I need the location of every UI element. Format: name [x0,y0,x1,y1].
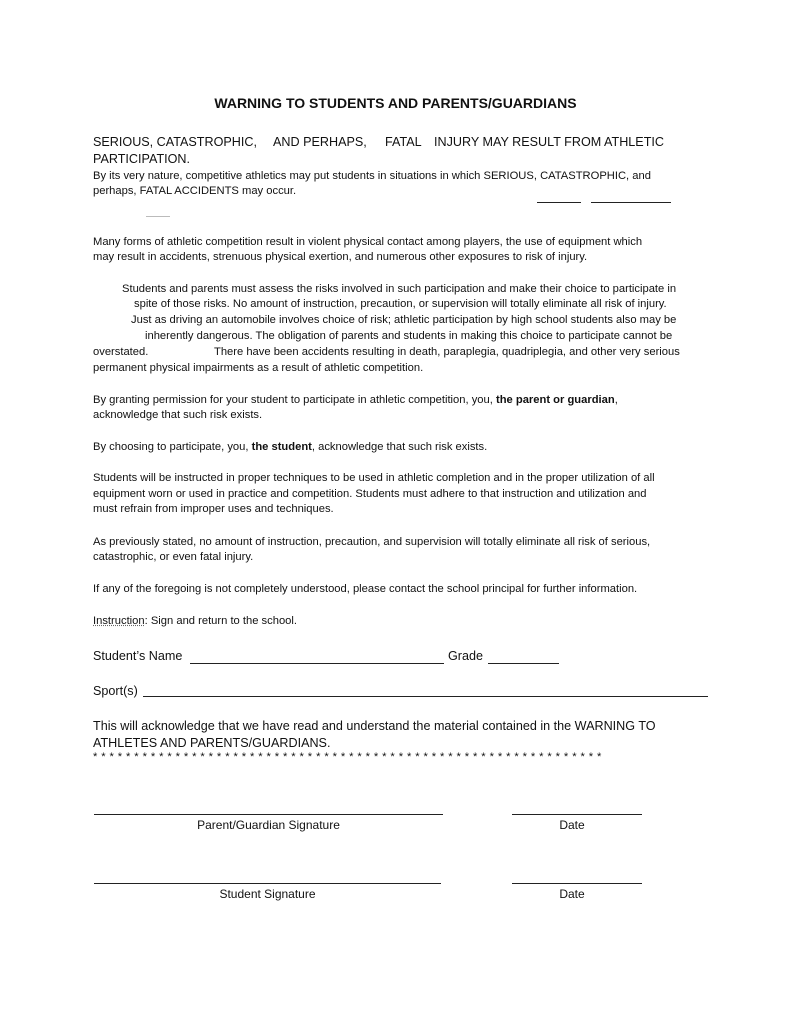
parent-signature-label: Parent/Guardian Signature [197,818,340,832]
student-name-label: Student’s Name [93,649,183,663]
instruction-line [93,614,297,629]
p4-line-1 [93,440,487,455]
p7-line-1: If any of the foregoing is not completely understood, please contact the school principal for further information. [93,583,638,595]
parent-date-line[interactable] [512,814,642,815]
intro-blank-1 [537,202,581,203]
heading-word-1: SERIOUS, CATASTROPHIC, [93,135,257,149]
p5-line-3: must refrain from improper uses and techniques. [93,503,334,515]
instruction-label: Instruction [93,615,145,627]
p3-bold: the parent or guardian [495,394,615,406]
p3-line-1 [93,393,618,408]
p2-line-6: permanent physical impairments as a result of athletic competition. [93,362,424,374]
p3-pre: By granting permission for your student to participate in athletic competition, you, [93,394,496,406]
p5-line-2: equipment worn or used in practice and competition. Students must adhere to that instruction and utilization and [93,488,647,500]
student-signature-label: Student Signature [219,887,316,901]
heading-word-3: FATAL [385,135,422,149]
intro-line-1: By its very nature, competitive athletics may put students in situations in which SERIOUS, CATASTROPHIC, and [93,170,651,182]
student-date-line[interactable] [512,883,642,884]
p5-line-1: Students will be instructed in proper techniques to be used in athletic completion and in the proper utilization of all [93,472,655,484]
p4-pre: By choosing to participate, you, [93,441,252,453]
sports-field[interactable] [143,696,708,697]
heading-word-2: AND PERHAPS, [273,135,367,149]
intro-blank-2 [591,202,671,203]
ack-line-2: ATHLETES AND PARENTS/GUARDIANS. [93,736,331,750]
p1-line-2: may result in accidents, strenuous physical exertion, and numerous other exposures to risk of injury. [93,251,588,263]
page-title: WARNING TO STUDENTS AND PARENTS/GUARDIANS [214,95,577,111]
grade-label: Grade [448,649,484,663]
p2-line-4: inherently dangerous. The obligation of parents and students in making this choice to participate cannot be [145,330,673,342]
p2-line-5b: There have been accidents resulting in death, paraplegia, quadriplegia, and other very serious [214,346,680,358]
stray-mark [146,216,170,217]
p2-line-5a: overstated. [93,346,149,358]
p1-line-1: Many forms of athletic competition result in violent physical contact among players, the use of equipment which [93,236,643,248]
sports-label: Sport(s) [93,684,138,698]
p6-line-1: As previously stated, no amount of instruction, precaution, and supervision will totally eliminate all risk of serious, [93,536,651,548]
ack-line-1: This will acknowledge that we have read and understand the material contained in the WARNING TO [93,719,656,733]
student-name-field[interactable] [190,663,444,664]
grade-field[interactable] [488,663,559,664]
p6-line-2: catastrophic, or even fatal injury. [93,551,254,563]
p3-post: , [614,394,618,406]
p2-line-1: Students and parents must assess the risks involved in such participation and make their choice to participate in [122,283,677,295]
heading-word-4: INJURY MAY RESULT FROM ATHLETIC [434,135,664,149]
p4-bold: the student [251,441,312,453]
intro-line-2: perhaps, FATAL ACCIDENTS may occur. [93,185,297,197]
p3-line-2: acknowledge that such risk exists. [93,409,263,421]
parent-signature-line[interactable] [94,814,443,815]
student-signature-line[interactable] [94,883,441,884]
p2-line-2: spite of those risks. No amount of instruction, precaution, or supervision will totally eliminate all risk of injury. [134,298,667,310]
stars-divider: * * * * * * * * * * * * * * * * * * * * * * * * * * * * * * * * * * * * * * * * * * * * * * * * * * * * * * * * * * * * * * [93,751,602,763]
p2-line-3: Just as driving an automobile involves choice of risk; athletic participation by high school students also may be [131,314,677,326]
p4-post: , acknowledge that such risk exists. [311,441,488,453]
student-date-label: Date [559,887,585,901]
heading-line-2: PARTICIPATION. [93,152,191,166]
parent-date-label: Date [559,818,585,832]
instruction-text: : Sign and return to the school. [144,615,297,627]
